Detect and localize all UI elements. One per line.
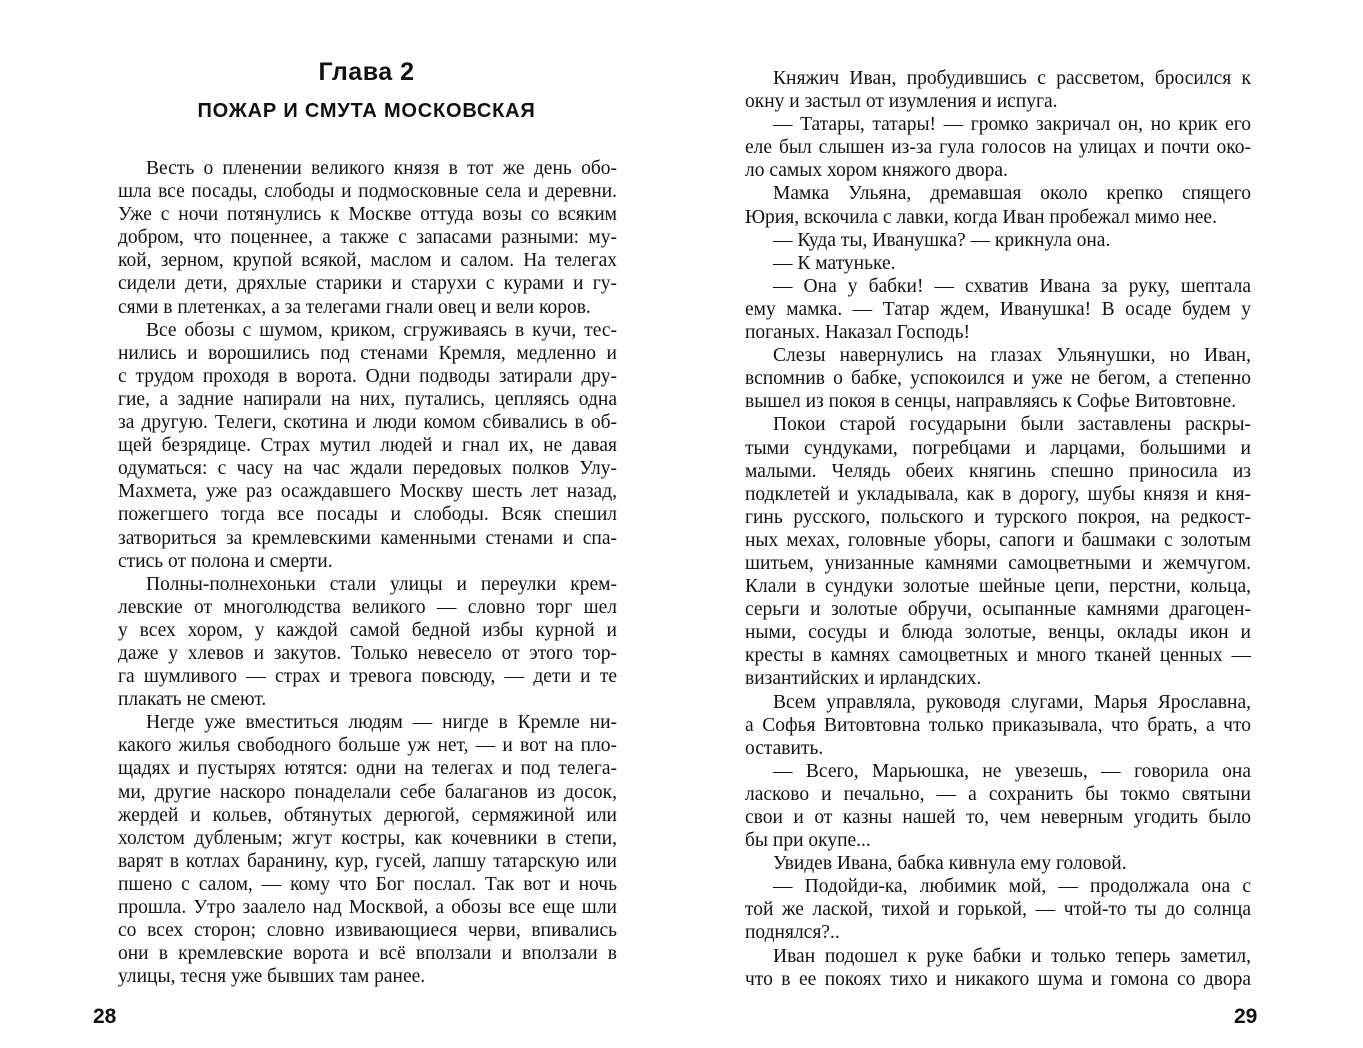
text-line: пшено с салом, — кому что Бог послал. Так вот и ночь [118, 873, 617, 895]
text-line: поднялся?.. [745, 922, 840, 944]
text-line: Увидев Ивана, бабка кивнула ему головой. [773, 853, 1127, 875]
text-line: Клали в сундуки золотые шейные цепи, перстни, кольца, [745, 576, 1251, 598]
text-line: Негде уже вместиться людям — нигде в Кремле ни- [146, 712, 617, 734]
text-line: кой, зерном, крупой всякой, маслом и салом. На телегах [118, 250, 617, 272]
text-line: Всем управляла, руководя слугами, Марья Ярославна, [773, 691, 1251, 713]
text-line: бы при окупе... [745, 830, 871, 852]
page-number-right: 29 [1234, 1005, 1258, 1028]
text-line: стись от полона и смерти. [118, 550, 333, 572]
text-line: нились и ворошились под стенами Кремля, медленно и [118, 342, 617, 364]
text-line: шитьем, унизанные камнями самоцветными и жемчугом. [745, 552, 1251, 574]
text-line: гинь русского, польского и турского покроя, на редкост- [745, 506, 1251, 528]
right-page-text [745, 67, 1251, 991]
text-line: ласково и печально, — а сохранить бы токмо святыни [745, 783, 1251, 805]
text-line: добром, что поценнее, а также с запасами разными: му- [118, 227, 617, 249]
text-line: сями в плетенках, а за телегами гнали овец и вели коров. [118, 296, 591, 318]
text-line: — Татары, татары! — громко закричал он, но крик его [773, 114, 1251, 136]
page-number-left: 28 [93, 1005, 117, 1028]
text-line: с трудом проходя в ворота. Одни подводы затирали дру- [118, 365, 617, 387]
text-line: со всех сторон; словно извивающиеся черви, впивались [118, 920, 617, 942]
text-line: какого жилья свободного больше уж нет, — и вот на пло- [118, 735, 617, 757]
text-line: еле был слышен из-за гула голосов на улицах и почти око- [745, 137, 1251, 159]
text-line: подклетей и укладывала, как в дорогу, шубы князя и кня- [745, 483, 1251, 505]
right-page [682, 0, 1363, 1048]
text-line: щадях и пустырях ютятся: одни на телегах и под телега- [118, 758, 617, 780]
text-line: они в кремлевские ворота и всё вползали и вползали в [118, 943, 617, 965]
text-line: у всех хором, у каждой самой бедной избы курной и [118, 619, 617, 641]
text-line: Слезы навернулись на глазах Ульянушки, но Иван, [773, 345, 1251, 367]
text-line: даже у хлевов и закутов. Только невесело от этого тор- [118, 642, 617, 664]
text-line: гие, а задние напирали на них, путались, цепляясь одна [118, 388, 617, 410]
text-line: — Она у бабки! — схватив Ивана за руку, шептала [773, 275, 1251, 297]
text-line: левские от многолюдства великого — словно торг шел [118, 596, 617, 618]
text-line: свои и от казны нашей то, чем неверным угодить было [745, 807, 1251, 828]
chapter-number: Глава 2 [318, 58, 415, 86]
text-line: поганых. Наказал Господь! [745, 322, 970, 344]
text-line: Уже с ночи потянулись к Москве оттуда возы со всяким [118, 204, 617, 226]
text-line: га шумливого — страх и тревога повсюду, — дети и те [118, 666, 617, 688]
text-line: — К матуньке. [773, 252, 896, 274]
text-line: жердей и кольев, обтянутых дерюгой, сермяжиной или [118, 804, 617, 826]
text-line: той же лаской, тихой и горькой, — чтой-то ты до солнца [745, 899, 1251, 921]
text-line: варят в котлах баранину, кур, гусей, лапшу татарскую или [118, 850, 617, 872]
text-line: окну и застыл от изумления и испуга. [745, 91, 1058, 113]
text-line: улицы, тесня уже бывших там ранее. [118, 966, 426, 988]
text-line: что в ее покоях тихо и никакого шума и гомона со двора [745, 968, 1251, 990]
text-line: одуматься: с часу на час ждали передовых полков Улу- [118, 458, 617, 480]
text-line: за другую. Телеги, скотина и люди комом сбивались в об- [118, 412, 617, 434]
text-line: византийских и ирландских. [745, 668, 982, 690]
text-line: прошла. Утро заалело над Москвой, а обозы все еще шли [118, 897, 617, 918]
text-line: тыми сундуками, погребцами и ларцами, большими и [745, 437, 1251, 459]
text-line: ных мехах, головные уборы, сапоги и башмаки с золотым [745, 529, 1251, 551]
text-line: — Куда ты, Иванушка? — крикнула она. [773, 229, 1111, 251]
text-line: оставить. [745, 737, 824, 759]
text-line: — Всего, Марьюшка, не увезешь, — говорила она [773, 760, 1251, 782]
text-line: вышел из покоя в сенцы, направляясь к Софье Витовтовне. [745, 391, 1237, 413]
text-line: холстом дубленым; жгут костры, как кочевники в степи, [118, 827, 617, 849]
text-line: серьги и золотые обручи, осыпанные камнями драгоцен- [745, 599, 1251, 621]
text-line: — Подойди-ка, любимик мой, — продолжала она с [773, 876, 1251, 898]
text-line: ми, другие наскоро понаделали себе балаганов из досок, [118, 781, 617, 803]
text-line: Весть о пленении великого князя в тот же день обо- [146, 158, 617, 179]
text-line: Юрия, вскочила с лавки, когда Иван пробежал мимо нее. [745, 206, 1217, 228]
text-line: кресты в камнях самоцветных и много тканей ценных — [745, 645, 1251, 667]
text-line: ло самых хором княжого двора. [745, 160, 1008, 182]
text-line: Махмета, уже раз осаждавшего Москву шесть лет назад, [118, 481, 617, 503]
text-line: ными, сосуды и блюда золотые, венцы, оклады икон и [745, 622, 1251, 644]
text-line: Покои старой государыни были заставлены раскры- [773, 414, 1251, 436]
text-line: Полны-полнехоньки стали улицы и переулки крем- [146, 573, 617, 595]
text-line: пожегшего тогда все посады и слободы. Всяк спешил [118, 504, 617, 526]
chapter-title: ПОЖАР И СМУТА МОСКОВСКАЯ [197, 100, 536, 122]
text-line: Иван подошел к руке бабки и только теперь заметил, [773, 945, 1251, 967]
text-line: шла все посады, слободы и подмосковные села и деревни. [118, 181, 617, 203]
text-line: Мамка Ульяна, дремавшая около крепко спящего [773, 183, 1251, 205]
text-line: сидели дети, дряхлые старики и старухи с курами и гу- [118, 273, 617, 295]
text-line: щей безрядице. Страх мутил людей и гнал их, не давая [118, 435, 617, 457]
text-line: Княжич Иван, пробудившись с рассветом, бросился к [773, 68, 1251, 89]
text-line: малыми. Челядь обеих княгинь спешно приносила из [745, 460, 1251, 482]
left-page-text [118, 157, 617, 988]
text-line: вспомнив о бабке, успокоился и уже не бегом, а степенно [745, 368, 1251, 390]
text-line: ему мамка. — Татар ждем, Иванушка! В осаде будем у [745, 298, 1251, 320]
text-line: затвориться за кремлевскими каменными стенами и спа- [118, 527, 617, 549]
text-line: а Софья Витовтовна только приказывала, что брать, а что [745, 714, 1251, 736]
text-line: Все обозы с шумом, криком, сгруживаясь в кучи, тес- [146, 319, 617, 341]
text-line: плакать не смеют. [118, 689, 267, 711]
